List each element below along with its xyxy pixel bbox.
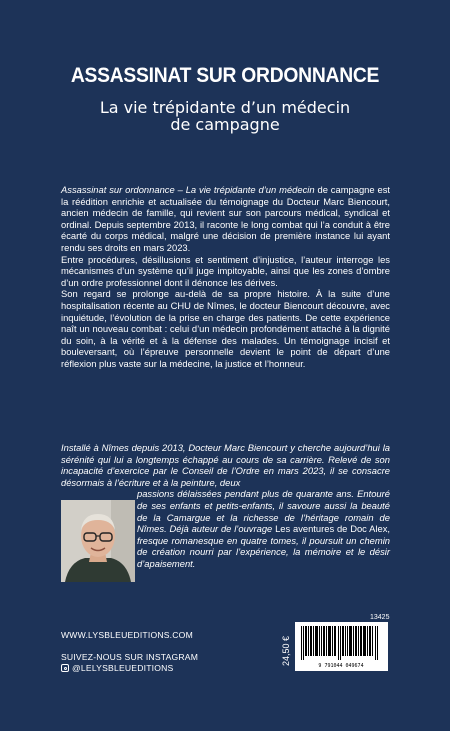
- isbn-digits: 9 791044 049674: [318, 663, 364, 669]
- author-bio-part-1: Installé à Nîmes depuis 2013, Docteur Marc Biencourt y cherche aujourd’hui la sérénité qui lui a longtemps échappé au cours de sa carrière. Relevé de son incapacité d’exercice par le Conseil de l’Ordre en mars 2023, il se consacre désormais à l’écriture et à la peinture, deux: [61, 442, 390, 488]
- instagram-handle: @LELYSBLEUEDITIONS: [72, 663, 174, 673]
- author-portrait-image: [61, 500, 135, 582]
- synopsis-paragraph-1: [61, 184, 390, 254]
- subtitle-line-2: de campagne: [170, 115, 280, 134]
- synopsis-title-italic: Assassinat sur ordonnance – La vie trépidante d’un médecin: [61, 184, 315, 195]
- author-bio-text-end: fresque romanesque en quatre tomes, il poursuit un chemin de création nourri par l’expérience, la mémoire et le désir d’apaisement.: [137, 534, 390, 569]
- instagram-handle-row[interactable]: [61, 663, 173, 673]
- synopsis-paragraph-3: Son regard se prolonge au-delà de sa propre histoire. À la suite d’une hospitalisation récente au CHU de Nîmes, le docteur Biencourt découvre, avec inquiétude, l’évolution de la prise en charge des patients. De cette expérience naît un nouveau combat : celui d’un médecin profondément attaché à la dignité du soin, à la vérité et à la défense des malades. Un témoignage incisif et bouleversant, où l’épreuve personnelle devient le point de départ d’une réflexion plus vaste sur la médecine, la justice et l’honneur.: [61, 288, 390, 369]
- barcode: [295, 622, 388, 671]
- subtitle-line-1: La vie trépidante d’un médecin: [99, 98, 351, 117]
- publisher-website[interactable]: WWW.LYSBLEUEDITIONS.COM: [61, 630, 193, 640]
- reference-number: 13425: [370, 614, 390, 621]
- price-label: [281, 630, 293, 668]
- synopsis-paragraph-2: Entre procédures, désillusions et sentiment d’injustice, l’auteur interroge les mécanismes d’un système qu’il juge impitoyable, ainsi que les zones d’ombre d’un ordre professionnel dont il dénonce les dérives.: [61, 253, 390, 288]
- author-photo: [61, 500, 135, 582]
- synopsis: [61, 184, 390, 370]
- synopsis-text-1: de campagne est la réédition enrichie et actualisée du témoignage du Docteur Marc Biencourt, ancien médecin de famille, qui revient sur son parcours médical, syndical et ordinal. Depuis septembre 2013, il raconte le long combat qui l’a conduit à être écarté du corps médical, malgré une décision de première instance lui ayant rendu ses droits en mars 2023.: [61, 184, 390, 253]
- instagram-label: SUIVEZ-NOUS SUR INSTAGRAM: [61, 652, 199, 662]
- author-previous-book: Les aventures de Doc Alex,: [275, 523, 390, 535]
- price-text: 24,50 €: [281, 635, 291, 666]
- instagram-icon: [61, 664, 69, 672]
- book-subtitle: [60, 99, 390, 133]
- barcode-image: [295, 622, 388, 671]
- author-bio-text: passions délaissées pendant plus de quarante ans. Entouré de ses enfants et petits-enfants, il savoure aussi la beauté de la Camargue et la richesse de l’héritage romain de Nîmes. Déjà auteur de l’ouvrage: [137, 488, 390, 535]
- book-title: ASSASSINAT SUR ORDONNANCE: [70, 64, 380, 87]
